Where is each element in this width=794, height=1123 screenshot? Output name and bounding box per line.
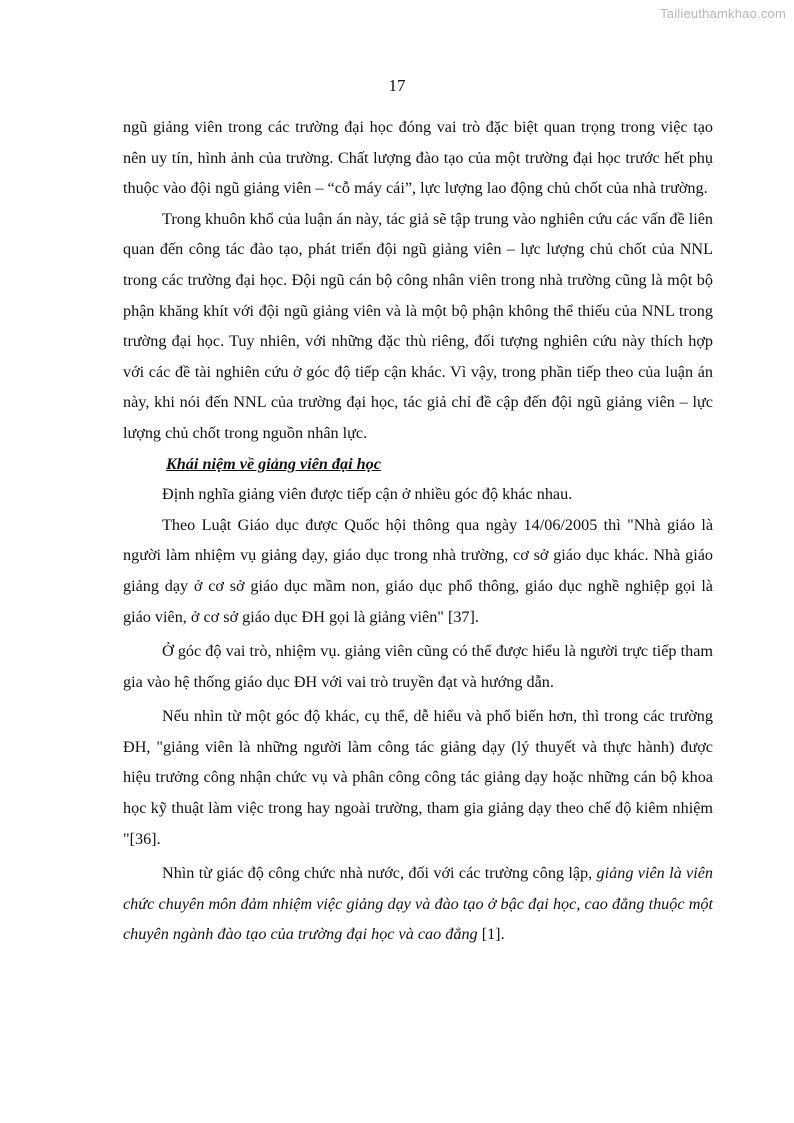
paragraph: Trong khuôn khổ của luận án này, tác giả sẽ tập trung vào nghiên cứu các vấn đề liên quan đến công tác đào tạo, phát triển đội ngũ giảng viên – lực lượng chủ chốt của NNL trong các trường đại học. Đội ngũ cán bộ công nhân viên trong nhà trường cũng là một bộ phận khăng khít với đội ngũ giảng viên và là một bộ phận không thể thiếu của NNL trong trường đại học. Tuy nhiên, với những đặc thù riêng, đối tượng nghiên cứu này thích hợp với các đề tài nghiên cứu ở góc độ tiếp cận khác. Vì vậy, trong phần tiếp theo của luận án này, khi nói đến NNL của trường đại học, tác giả chỉ đề cập đến đội ngũ giảng viên – lực lượng chủ chốt trong nguồn nhân lực. [123,209,713,442]
paragraph-lead: Nhìn từ giác độ công chức nhà nước, đối với các trường công lập, [162,864,597,883]
paragraph: Theo Luật Giáo dục được Quốc hội thông qua ngày 14/06/2005 thì "Nhà giáo là người làm nhiệm vụ giảng dạy, giáo dục trong nhà trường, cơ sở giáo dục khác. Nhà giáo giảng dạy ở cơ sở giáo dục mầm non, giáo dục phổ thông, giáo dục nghề nghiệp gọi là giáo viên, ở cơ sở giáo dục ĐH gọi là giảng viên" [37]. [123,515,713,626]
definition-italic: giảng viên là viên chức chuyên môn đảm nhiệm việc giảng dạy và đào tạo ở bậc đại học, cao đẳng thuộc một chuyên ngành đào tạo của trường đại học và cao đẳng [123,864,713,944]
page-number: 17 [388,76,406,95]
citation: [1]. [477,925,505,944]
watermark: Tailieuthamkhao.com [660,6,786,21]
section-heading: Khái niệm về giảng viên đại học [166,454,381,473]
paragraph [123,858,713,950]
paragraph: Ở góc độ vai trò, nhiệm vụ. giảng viên cũng có thể được hiểu là người trực tiếp tham gia vào hệ thống giáo dục ĐH với vai trò truyền đạt và hướng dẫn. [123,642,713,691]
paragraph: Định nghĩa giảng viên được tiếp cận ở nhiều góc độ khác nhau. [162,485,573,504]
paragraph: Nếu nhìn từ một góc độ khác, cụ thể, dễ hiểu và phổ biến hơn, thì trong các trường ĐH, "giảng viên là những người làm công tác giảng dạy (lý thuyết và thực hành) được hiệu trưởng công nhận chức vụ và phân công công tác giảng dạy hoặc những cán bộ khoa học kỹ thuật làm việc trong hay ngoài trường, tham gia giảng dạy theo chế độ kiêm nhiệm "[36]. [123,707,713,848]
document-body [123,112,713,950]
paragraph: ngũ giảng viên trong các trường đại học đóng vai trò đặc biệt quan trọng trong việc tạo nên uy tín, hình ảnh của trường. Chất lượng đào tạo của một trường đại học trước hết phụ thuộc vào đội ngũ giảng viên – “cỗ máy cái”, lực lượng lao động chủ chốt của nhà trường. [123,118,713,198]
